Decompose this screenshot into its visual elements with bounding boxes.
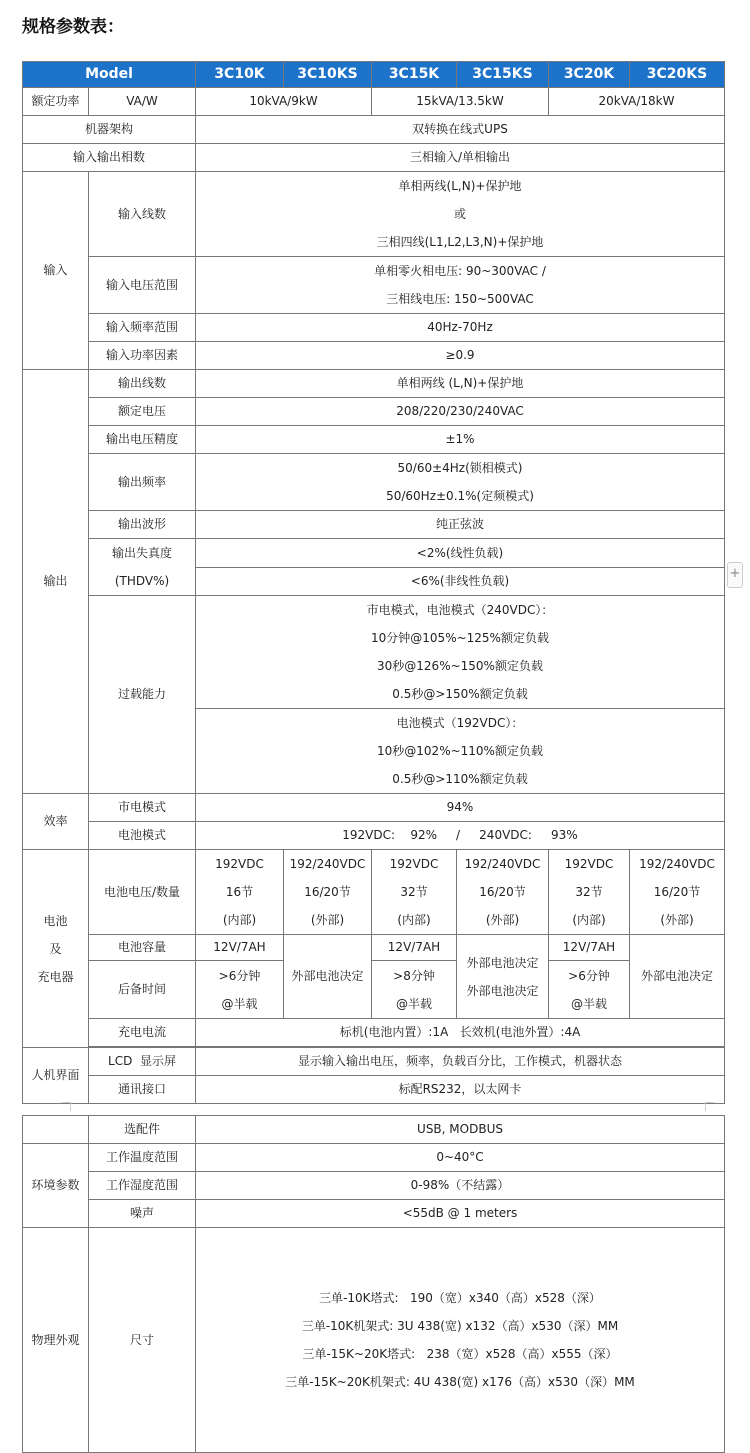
batt-ext-3c20ks: 外部电池决定 xyxy=(630,935,725,1019)
env-hum-label: 工作湿度范围 xyxy=(89,1172,196,1200)
batt-cap-row xyxy=(23,935,725,961)
phys-size-row xyxy=(23,1228,725,1453)
batt-backup-3c10k: >6分钟 @半载 xyxy=(196,961,284,1019)
output-thd-linear: <2%(线性负载) xyxy=(196,539,725,568)
output-wave-value: 纯正弦波 xyxy=(196,511,725,539)
eff-batt-value: 192VDC: 92% / 240VDC: 93% xyxy=(196,822,725,850)
batt-volt-3c10k: 192VDC 16节 (内部) xyxy=(196,850,284,935)
header-3c15ks: 3C15KS xyxy=(457,62,549,88)
output-thd-label: 输出失真度 (THDV%) xyxy=(89,539,196,596)
batt-ext-3c15ks: 外部电池决定 外部电池决定 xyxy=(457,935,549,1019)
batt-backup-3c15k: >8分钟 @半载 xyxy=(372,961,457,1019)
batt-volt-3c20k: 192VDC 32节 (内部) xyxy=(549,850,630,935)
header-row xyxy=(23,62,725,88)
output-freq-label: 输出频率 xyxy=(89,454,196,511)
batt-cap-3c10k: 12V/7AH xyxy=(196,935,284,961)
phase-label: 输入输出相数 xyxy=(23,144,196,172)
output-wires-label: 输出线数 xyxy=(89,370,196,398)
batt-backup-row xyxy=(23,961,725,1019)
batt-volt-3c20ks: 192/240VDC 16/20节 (外部) xyxy=(630,850,725,935)
batt-cap-3c20k: 12V/7AH xyxy=(549,935,630,961)
input-group-label: 输入 xyxy=(23,172,89,370)
rated-10k: 10kVA/9kW xyxy=(196,88,372,116)
expand-plus-button[interactable]: + xyxy=(727,562,743,588)
env-temp-value: 0~40°C xyxy=(196,1144,725,1172)
eff-mains-label: 市电模式 xyxy=(89,794,196,822)
output-volt-label: 额定电压 xyxy=(89,398,196,426)
batt-charge-row xyxy=(23,1019,725,1047)
rated-15k: 15kVA/13.5kW xyxy=(372,88,549,116)
env-noise-row xyxy=(23,1200,725,1228)
env-hum-value: 0-98%（不结露） xyxy=(196,1172,725,1200)
output-thd-row-1 xyxy=(23,539,725,568)
input-wires-value: 单相两线(L,N)+保护地 或 三相四线(L1,L2,L3,N)+保护地 xyxy=(196,172,725,257)
batt-ext-3c10ks: 外部电池决定 xyxy=(284,935,372,1019)
hmi-lcd-label: LCD 显示屏 xyxy=(89,1048,196,1076)
header-model: Model xyxy=(23,62,196,88)
env-hum-row xyxy=(23,1172,725,1200)
header-3c15k: 3C15K xyxy=(372,62,457,88)
env-temp-row xyxy=(23,1144,725,1172)
page-break-corner-left xyxy=(62,1102,71,1111)
options-value: USB, MODBUS xyxy=(196,1116,725,1144)
input-pf-row xyxy=(23,342,725,370)
env-noise-label: 噪声 xyxy=(89,1200,196,1228)
eff-group-label: 效率 xyxy=(23,794,89,850)
options-label: 选配件 xyxy=(89,1116,196,1144)
phase-row xyxy=(23,144,725,172)
batt-volt-row xyxy=(23,850,725,935)
arch-label: 机器架构 xyxy=(23,116,196,144)
rated-20k: 20kVA/18kW xyxy=(549,88,725,116)
eff-mains-value: 94% xyxy=(196,794,725,822)
input-vrange-value: 单相零火相电压: 90~300VAC / 三相线电压: 150~500VAC xyxy=(196,257,725,314)
batt-volt-label: 电池电压/数量 xyxy=(89,850,196,935)
eff-batt-row xyxy=(23,822,725,850)
output-acc-value: ±1% xyxy=(196,426,725,454)
input-vrange-label: 输入电压范围 xyxy=(89,257,196,314)
batt-charge-value: 标机(电池内置）:1A 长效机(电池外置）:4A xyxy=(196,1019,725,1047)
arch-value: 双转换在线式UPS xyxy=(196,116,725,144)
input-wires-row xyxy=(23,172,725,257)
phys-group-label: 物理外观 xyxy=(23,1228,89,1453)
hmi-comm-row xyxy=(23,1076,725,1104)
arch-row xyxy=(23,116,725,144)
input-freq-label: 输入频率范围 xyxy=(89,314,196,342)
spec-table-continued xyxy=(22,1115,725,1453)
batt-volt-3c15k: 192VDC 32节 (内部) xyxy=(372,850,457,935)
batt-backup-3c20k: >6分钟 @半载 xyxy=(549,961,630,1019)
input-vrange-row xyxy=(23,257,725,314)
hmi-lcd-row xyxy=(23,1048,725,1076)
env-noise-value: <55dB @ 1 meters xyxy=(196,1200,725,1228)
output-group-label: 输出 xyxy=(23,370,89,794)
batt-cap-3c15k: 12V/7AH xyxy=(372,935,457,961)
output-wave-row xyxy=(23,511,725,539)
batt-group-label: 电池 及 充电器 xyxy=(23,850,89,1048)
output-overload-label: 过载能力 xyxy=(89,596,196,794)
eff-mains-row xyxy=(23,794,725,822)
hmi-comm-label: 通讯接口 xyxy=(89,1076,196,1104)
output-wires-value: 单相两线 (L,N)+保护地 xyxy=(196,370,725,398)
input-pf-label: 输入功率因素 xyxy=(89,342,196,370)
rated-label: 额定功率 xyxy=(23,88,89,116)
spec-table-main xyxy=(22,61,725,1104)
eff-batt-label: 电池模式 xyxy=(89,822,196,850)
output-freq-row xyxy=(23,454,725,511)
output-wires-row xyxy=(23,370,725,398)
header-3c20k: 3C20K xyxy=(549,62,630,88)
options-row xyxy=(23,1116,725,1144)
hmi-group-label: 人机界面 xyxy=(23,1048,89,1104)
rated-unit: VA/W xyxy=(89,88,196,116)
rated-power-row xyxy=(23,88,725,116)
phys-size-label: 尺寸 xyxy=(89,1228,196,1453)
env-temp-label: 工作温度范围 xyxy=(89,1144,196,1172)
input-freq-row xyxy=(23,314,725,342)
input-freq-value: 40Hz-70Hz xyxy=(196,314,725,342)
batt-charge-label: 充电电流 xyxy=(89,1019,196,1047)
phys-size-value: 三单-10K塔式: 190（宽）x340（高）x528（深） 三单-10K机架式: 3U 438(宽) x132（高）x530（深）MM 三单-15K~20K塔式: 238（宽）x528（高）x555（深） 三单-15K~20K机架式: 4U 438(宽) x176（高）x530（深）MM xyxy=(196,1228,725,1453)
output-acc-row xyxy=(23,426,725,454)
output-acc-label: 输出电压精度 xyxy=(89,426,196,454)
output-overload-battery: 电池模式（192VDC）： 10秒@102%~110%额定负载 0.5秒@>110%额定负载 xyxy=(196,709,725,794)
hmi-comm-value: 标配RS232，以太网卡 xyxy=(196,1076,725,1104)
page-title: 规格参数表： xyxy=(22,17,124,37)
batt-cap-label: 电池容量 xyxy=(89,935,196,961)
header-3c20ks: 3C20KS xyxy=(630,62,725,88)
output-volt-value: 208/220/230/240VAC xyxy=(196,398,725,426)
input-wires-label: 输入线数 xyxy=(89,172,196,257)
page-break-corner-right xyxy=(705,1102,714,1111)
batt-volt-3c10ks: 192/240VDC 16/20节 (外部) xyxy=(284,850,372,935)
phase-value: 三相输入/单相输出 xyxy=(196,144,725,172)
batt-volt-3c15ks: 192/240VDC 16/20节 (外部) xyxy=(457,850,549,935)
env-group-label: 环境参数 xyxy=(23,1144,89,1228)
output-volt-row xyxy=(23,398,725,426)
output-thd-nonlinear: <6%(非线性负载) xyxy=(196,567,725,596)
hmi-lcd-value: 显示输入输出电压，频率，负载百分比，工作模式，机器状态 xyxy=(196,1048,725,1076)
output-wave-label: 输出波形 xyxy=(89,511,196,539)
output-overload-row-1 xyxy=(23,596,725,709)
header-3c10ks: 3C10KS xyxy=(284,62,372,88)
header-3c10k: 3C10K xyxy=(196,62,284,88)
input-pf-value: ≥0.9 xyxy=(196,342,725,370)
output-overload-mains: 市电模式，电池模式（240VDC）： 10分钟@105%~125%额定负载 30秒@126%~150%额定负载 0.5秒@>150%额定负载 xyxy=(196,596,725,709)
output-freq-value: 50/60±4Hz(锁相模式) 50/60Hz±0.1%(定频模式) xyxy=(196,454,725,511)
batt-backup-label: 后备时间 xyxy=(89,961,196,1019)
